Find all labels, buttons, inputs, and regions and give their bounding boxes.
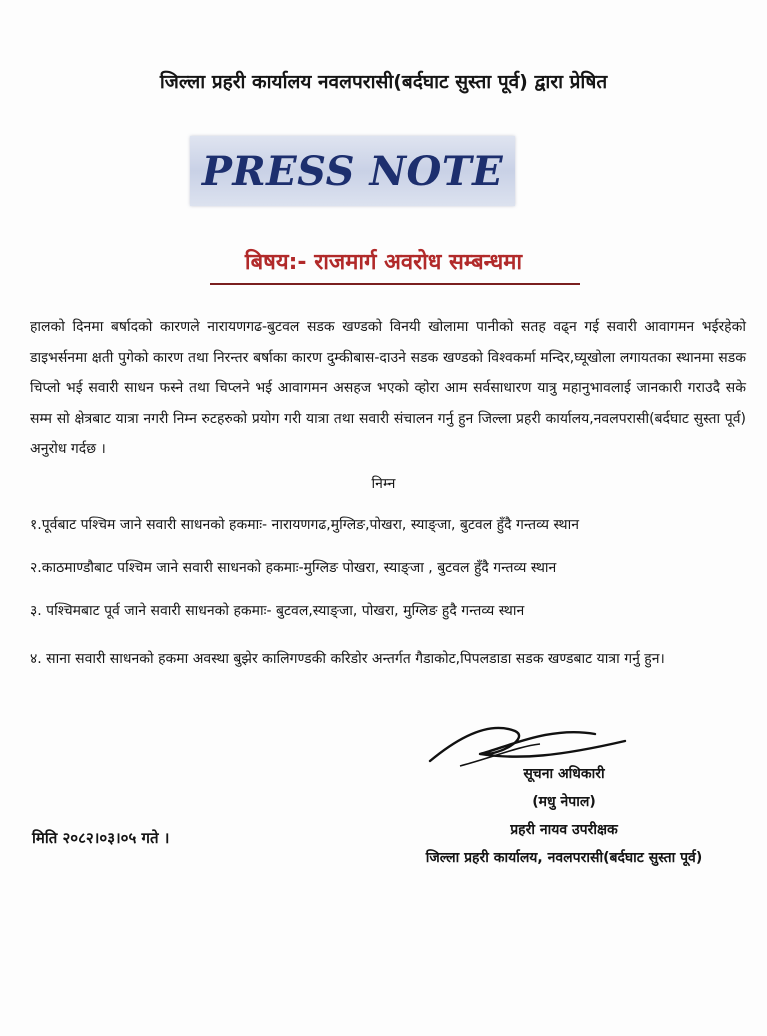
signatory-rank: प्रहरी नायव उपरीक्षक [510,822,618,838]
body-paragraph: हालको दिनमा बर्षादको कारणले नारायणगढ-बुटवल सडक खण्डको विनयी खोलामा पानीको सतह वढ्न गई सवारी आवागमन भईरहेको डाइभर्सनमा क्षती पुगेको कारण तथा निरन्तर बर्षाका कारण दुम्कीबास-दाउने सडक खण्डको विश्वकर्मा मन्दिर,घ्यूखोला लगायतका स्थानमा सडक चिप्लो भई सवारी साधन फस्ने तथा चिप्लने भई आवागमन असहज भएको व्होरा आम सर्वसाधारण यात्रु महानुभावलाई जानकारी गराउदै सके सम्म सो क्षेत्रबाट यात्रा नगरी निम्न रुटहरुको प्रयोग गरी यात्रा तथा सवारी संचालन गर्नु हुन जिल्ला प्रहरी कार्यालय,नवलपरासी(बर्दघाट सुस्ता पूर्व) अनुरोध गर्दछ । [30,319,746,457]
press-note-title: PRESS NOTE [201,147,504,195]
routes-heading: निम्न [371,476,396,492]
issuer-heading: जिल्ला प्रहरी कार्यालय नवलपरासी(बर्दघाट सुस्ता पूर्व) द्वारा प्रेषित [159,71,608,93]
press-note-banner [190,136,515,206]
subject-underline [210,283,580,285]
route-item-4: ४. साना सवारी साधनको हकमा अवस्था बुझेर कालिगण्डकी करिडोर अन्तर्गत गैडाकोट,पिपलडाडा सडक खण्डबाट यात्रा गर्नु हुन। [30,651,665,667]
route-item-2: २.काठमाण्डौबाट पश्चिम जाने सवारी साधनको हकमाः-मुग्लिङ पोखरा, स्याङ्जा , बुटवल हुँदै गन्तव्य स्थान [30,560,557,576]
date-line: मिति २०८२।०३।०५ गते । [32,829,170,847]
signature-block [374,760,754,872]
signatory-office: जिल्ला प्रहरी कार्यालय, नवलपरासी(बर्दघाट सुस्ता पूर्व) [425,850,703,866]
route-item-1: १.पूर्वबाट पश्चिम जाने सवारी साधनको हकमाः- नारायणगढ,मुग्लिङ,पोखरा, स्याङ्जा, बुटवल हुँदै गन्तव्य स्थान [30,517,579,533]
signatory-title: सूचना अधिकारी [523,766,605,782]
subject-heading: बिषय:- राजमार्ग अवरोध सम्बन्धमा [244,250,523,275]
signatory-name: (मधु नेपाल) [532,794,596,810]
route-item-3: ३. पश्चिमबाट पूर्व जाने सवारी साधनको हकमाः- बुटवल,स्याङ्जा, पोखरा, मुग्लिङ हुदै गन्तव्य स्थान [30,603,525,619]
